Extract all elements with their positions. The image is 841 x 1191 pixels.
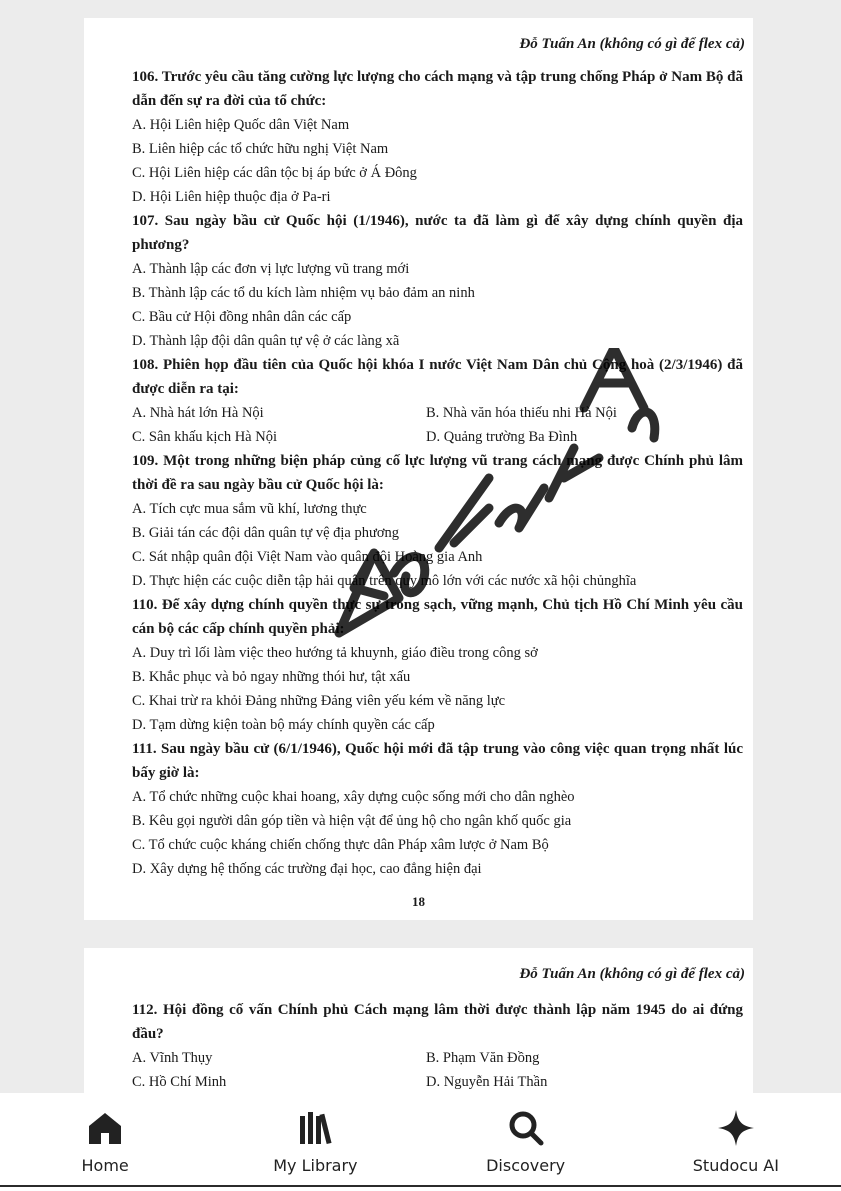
option-b: B. Nhà văn hóa thiếu nhi Hà Nội — [426, 405, 617, 421]
nav-studocu-ai[interactable] — [646, 1093, 826, 1191]
nav-home[interactable] — [15, 1093, 195, 1191]
option-b: B. Khắc phục và bỏ ngay những thói hư, tật xấu — [132, 669, 411, 685]
document-page — [84, 948, 753, 1108]
question-109 — [132, 449, 743, 593]
option-d: D. Xây dựng hệ thống các trường đại học, cao đẳng hiện đại — [132, 861, 482, 877]
option-b: B. Thành lập các tổ du kích làm nhiệm vụ bảo đảm an ninh — [132, 285, 475, 301]
page-content — [132, 65, 743, 881]
option-row — [132, 1046, 743, 1070]
question-text: 110. Để xây dựng chính quyền thực sự trong sạch, vững mạnh, Chủ tịch Hồ Chí Minh yêu cầu cán bộ các cấp chính quyền phải: — [132, 597, 743, 637]
nav-label: Studocu AI — [692, 1156, 779, 1175]
option-d: D. Nguyễn Hải Thần — [426, 1074, 548, 1090]
question-text: 109. Một trong những biện pháp củng cố lực lượng vũ trang cách mạng được Chính phủ lâm thời đề ra sau ngày bầu cử Quốc hội là: — [132, 453, 743, 493]
question-text: 107. Sau ngày bầu cử Quốc hội (1/1946), nước ta đã làm gì để xây dựng chính quyền địa phương? — [132, 213, 743, 253]
question-107 — [132, 209, 743, 353]
question-text: 111. Sau ngày bầu cử (6/1/1946), Quốc hội mới đã tập trung vào công việc quan trọng nhất lúc bấy giờ là: — [132, 741, 743, 781]
option-a: A. Tích cực mua sắm vũ khí, lương thực — [132, 501, 367, 517]
option-c: C. Tổ chức cuộc kháng chiến chống thực dân Pháp xâm lược ở Nam Bộ — [132, 837, 549, 853]
option-row — [132, 401, 743, 425]
question-112 — [132, 998, 743, 1094]
question-text: 106. Trước yêu cầu tăng cường lực lượng cho cách mạng và tập trung chống Pháp ở Nam Bộ đã dẫn đến sự ra đời của tổ chức: — [132, 69, 743, 109]
option-d: D. Thực hiện các cuộc diễn tập hải quân trên quy mô lớn với các nước xã hội chủnghĩa — [132, 573, 637, 589]
option-row — [132, 425, 743, 449]
page-number: 18 — [412, 894, 425, 909]
option-d: D. Quảng trường Ba Đình — [426, 429, 578, 445]
divider — [0, 1185, 841, 1187]
question-text: 108. Phiên họp đầu tiên của Quốc hội khóa I nước Việt Nam Dân chủ Cộng hoà (2/3/1946) đã được diễn ra tại: — [132, 357, 743, 397]
bottom-navigation — [0, 1093, 841, 1191]
option-b: B. Phạm Văn Đồng — [426, 1050, 540, 1066]
question-111 — [132, 737, 743, 881]
option-c: C. Sân khấu kịch Hà Nội — [132, 429, 277, 445]
option-a: A. Duy trì lối làm việc theo hướng tả khuynh, giáo điều trong công sở — [132, 645, 538, 661]
nav-discovery[interactable] — [436, 1093, 616, 1191]
nav-label: Home — [81, 1156, 129, 1175]
option-a: A. Nhà hát lớn Hà Nội — [132, 405, 264, 421]
option-a: A. Vĩnh Thụy — [132, 1050, 213, 1066]
option-b: B. Giải tán các đội dân quân tự vệ địa phương — [132, 525, 399, 541]
page-content — [132, 998, 743, 1094]
option-c: C. Hội Liên hiệp các dân tộc bị áp bức ở Á Đông — [132, 165, 417, 181]
question-110 — [132, 593, 743, 737]
option-c: C. Khai trừ ra khỏi Đảng những Đảng viên yếu kém về năng lực — [132, 693, 506, 709]
search-icon — [506, 1108, 546, 1148]
nav-my-library[interactable] — [225, 1093, 405, 1191]
option-a: A. Thành lập các đơn vị lực lượng vũ trang mới — [132, 261, 410, 277]
option-row — [132, 1070, 743, 1094]
option-a: A. Tổ chức những cuộc khai hoang, xây dựng cuộc sống mới cho dân nghèo — [132, 789, 575, 805]
page-header: Đỗ Tuấn An (không có gì để flex cả) — [519, 966, 745, 982]
option-a: A. Hội Liên hiệp Quốc dân Việt Nam — [132, 117, 350, 133]
option-c: C. Hồ Chí Minh — [132, 1074, 227, 1090]
question-108 — [132, 353, 743, 449]
nav-label: My Library — [273, 1156, 358, 1175]
document-page — [84, 18, 753, 920]
option-c: C. Sát nhập quân đội Việt Nam vào quân đội Hoàng gia Anh — [132, 549, 483, 565]
nav-label: Discovery — [486, 1156, 566, 1175]
page-header: Đỗ Tuấn An (không có gì để flex cả) — [519, 36, 745, 52]
option-d: D. Hội Liên hiệp thuộc địa ở Pa-ri — [132, 189, 331, 205]
library-icon — [295, 1108, 335, 1148]
option-b: B. Liên hiệp các tổ chức hữu nghị Việt Nam — [132, 141, 389, 157]
question-text: 112. Hội đồng cố vấn Chính phủ Cách mạng lâm thời được thành lập năm 1945 do ai đứng đầu? — [132, 1002, 743, 1042]
question-106 — [132, 65, 743, 209]
home-icon — [85, 1108, 125, 1148]
option-d: D. Tạm dừng kiện toàn bộ máy chính quyền các cấp — [132, 717, 435, 733]
sparkle-icon — [716, 1108, 756, 1148]
option-b: B. Kêu gọi người dân góp tiền và hiện vật để ủng hộ cho ngân khố quốc gia — [132, 813, 572, 829]
option-c: C. Bầu cử Hội đồng nhân dân các cấp — [132, 309, 352, 325]
option-d: D. Thành lập đội dân quân tự vệ ở các làng xã — [132, 333, 400, 349]
